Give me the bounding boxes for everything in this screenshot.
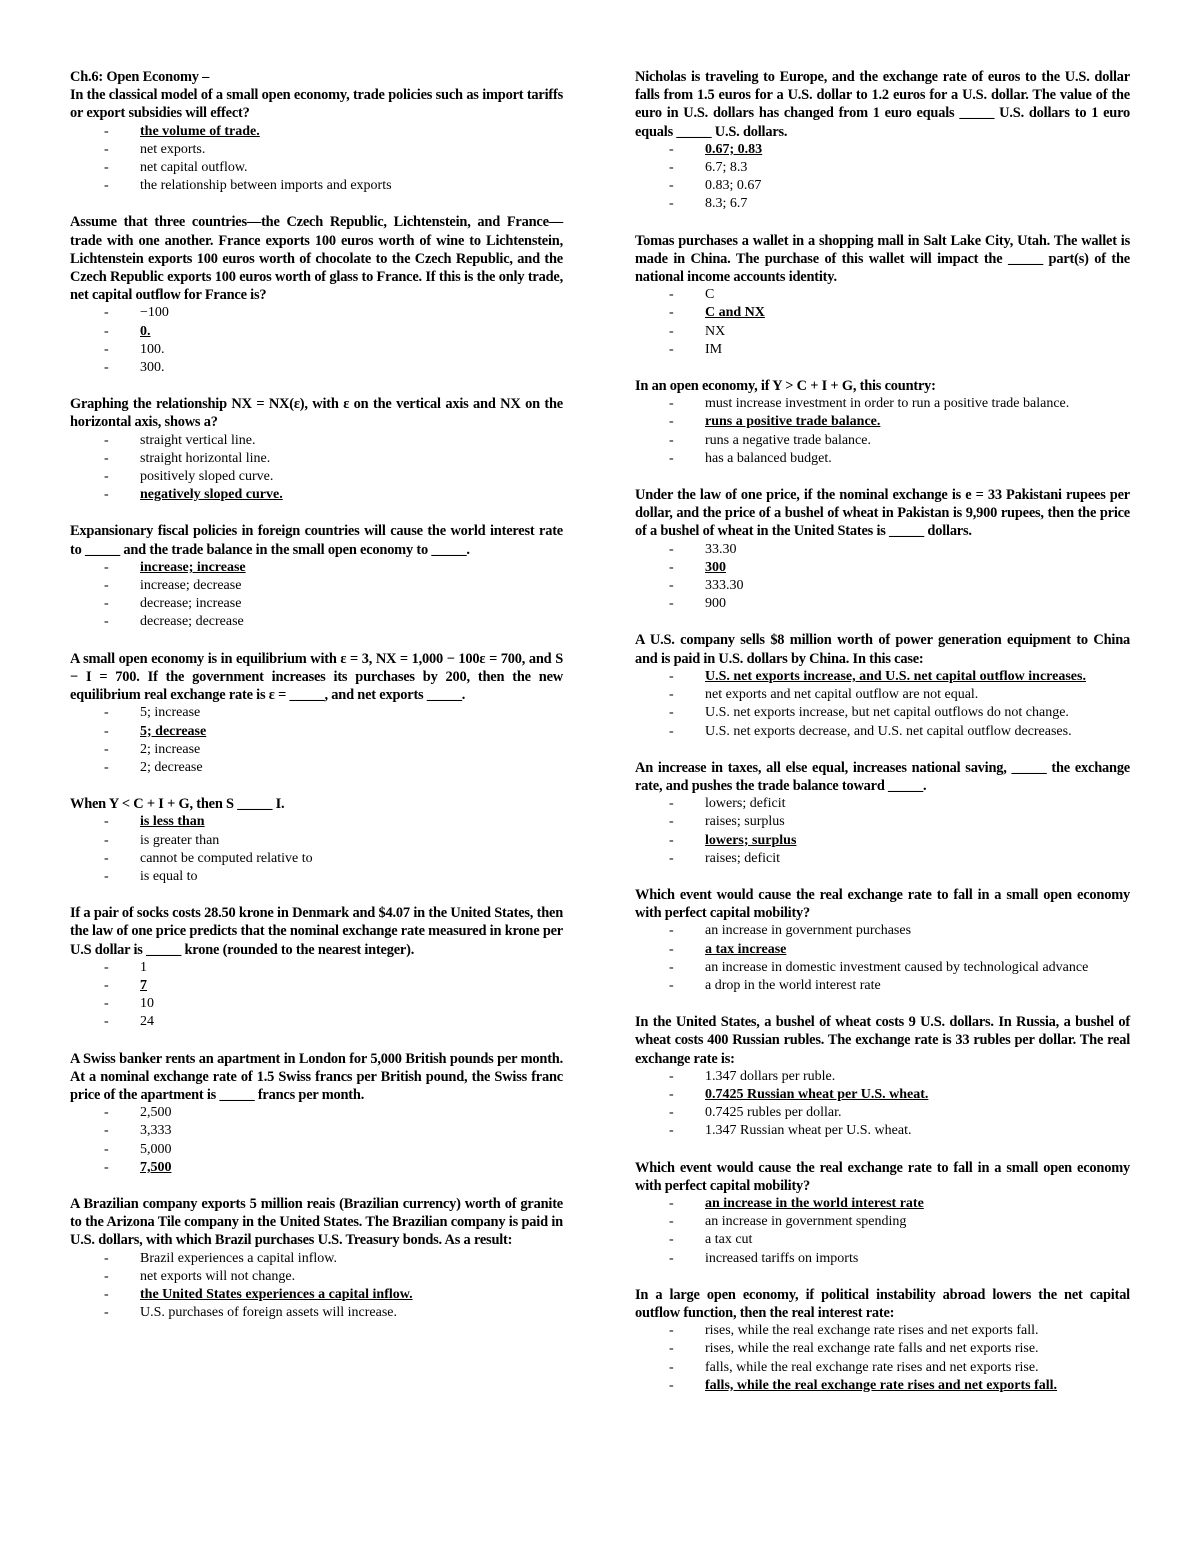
- option-text: 7: [140, 977, 147, 993]
- option-list: [635, 795, 1130, 868]
- answer-option: [70, 1250, 563, 1268]
- option-marker: -: [669, 1359, 674, 1375]
- option-text: NX: [705, 323, 726, 339]
- answer-option: [635, 1340, 1130, 1358]
- option-list: [635, 1322, 1130, 1395]
- answer-option: [635, 704, 1130, 722]
- option-text: 0.: [140, 323, 151, 339]
- option-marker: -: [669, 687, 674, 703]
- option-text: U.S. purchases of foreign assets will increase.: [140, 1305, 397, 1321]
- question-stem: A Swiss banker rents an apartment in London for 5,000 British pounds per month. At a nominal exchange rate of 1.5 Swiss francs per British pound, the Swiss franc price of the apartment is _____ francs per month.: [70, 1050, 563, 1103]
- option-marker: -: [669, 414, 674, 430]
- answer-option: [635, 1250, 1130, 1268]
- answer-option: [70, 959, 563, 977]
- option-marker: -: [669, 432, 674, 448]
- option-list: [70, 1104, 563, 1177]
- option-marker: -: [669, 1068, 674, 1084]
- option-marker: -: [104, 141, 109, 157]
- option-text: raises; surplus: [705, 814, 785, 830]
- question-block: [70, 1195, 563, 1322]
- answer-option: [70, 304, 563, 322]
- question-stem: In a large open economy, if political instability abroad lowers the net capital outflow function, then the real interest rate:: [635, 1286, 1130, 1321]
- question-block: [635, 486, 1130, 613]
- question-block: [635, 1159, 1130, 1268]
- option-text: Brazil experiences a capital inflow.: [140, 1250, 337, 1266]
- option-text: falls, while the real exchange rate rises and net exports rise.: [705, 1359, 1039, 1375]
- option-text: net exports and net capital outflow are not equal.: [705, 687, 979, 703]
- option-text: a tax cut: [705, 1232, 753, 1248]
- correct-answer-option: [70, 486, 563, 504]
- option-text: negatively sloped curve.: [140, 487, 283, 503]
- option-text: net exports.: [140, 141, 206, 157]
- option-marker: -: [104, 705, 109, 721]
- answer-option: [70, 159, 563, 177]
- option-text: cannot be computed relative to: [140, 850, 313, 866]
- option-marker: -: [104, 850, 109, 866]
- option-marker: -: [104, 559, 109, 575]
- answer-option: [635, 723, 1130, 741]
- option-list: [635, 395, 1130, 468]
- option-text: runs a negative trade balance.: [705, 432, 871, 448]
- correct-answer-option: [635, 141, 1130, 159]
- answer-option: [635, 395, 1130, 413]
- option-list: [635, 1195, 1130, 1268]
- question-stem: Tomas purchases a wallet in a shopping mall in Salt Lake City, Utah. The wallet is made in China. The purchase of this wallet will impact the _____ part(s) of the national income accounts identity.: [635, 232, 1130, 286]
- question-stem: A Brazilian company exports 5 million reais (Brazilian currency) worth of granite to the Arizona Tile company in the United States. The Brazilian company is paid in U.S. dollars, with which Brazil purchases U.S. Treasury bonds. As a result:: [70, 1195, 563, 1249]
- question-block: [70, 1050, 563, 1177]
- answer-option: [635, 577, 1130, 595]
- option-text: 5; increase: [140, 705, 201, 721]
- option-text: −100: [140, 305, 169, 321]
- option-list: [70, 304, 563, 377]
- option-text: 300: [705, 559, 726, 575]
- question-stem: Which event would cause the real exchange rate to fall in a small open economy with perfect capital mobility?: [635, 1159, 1130, 1194]
- question-stem: Expansionary fiscal policies in foreign countries will cause the world interest rate to _____ and the trade balance in the small open economy to _____.: [70, 523, 563, 558]
- option-list: [70, 123, 563, 196]
- option-marker: -: [669, 1323, 674, 1339]
- option-text: an increase in domestic investment caused by technological advance: [705, 959, 1089, 975]
- question-block: [635, 68, 1130, 214]
- question-stem: Graphing the relationship NX = NX(ε), with ε on the vertical axis and NX on the horizontal axis, shows a?: [70, 396, 563, 431]
- answer-option: [635, 341, 1130, 359]
- question-block: [70, 522, 563, 631]
- question-block: [70, 650, 563, 777]
- answer-option: [635, 432, 1130, 450]
- question-block: [635, 232, 1130, 359]
- question-block: [635, 1013, 1130, 1140]
- answer-option: [70, 468, 563, 486]
- option-marker: -: [669, 450, 674, 466]
- option-text: rises, while the real exchange rate rises and net exports fall.: [705, 1323, 1039, 1339]
- answer-option: [635, 850, 1130, 868]
- option-marker: -: [104, 996, 109, 1012]
- question-block: [635, 377, 1130, 468]
- option-list: [70, 1250, 563, 1323]
- option-marker: -: [669, 941, 674, 957]
- option-marker: -: [669, 287, 674, 303]
- answer-option: [70, 341, 563, 359]
- answer-option: [70, 995, 563, 1013]
- option-text: increase; decrease: [140, 578, 242, 594]
- option-text: increased tariffs on imports: [705, 1250, 859, 1266]
- option-text: decrease; decrease: [140, 614, 244, 630]
- question-block: [70, 213, 563, 377]
- answer-option: [635, 323, 1130, 341]
- answer-option: [70, 177, 563, 195]
- option-marker: -: [669, 178, 674, 194]
- option-marker: -: [669, 723, 674, 739]
- option-text: must increase investment in order to run a positive trade balance.: [705, 396, 1070, 412]
- correct-answer-option: [70, 1286, 563, 1304]
- option-list: [635, 286, 1130, 359]
- option-marker: -: [669, 1214, 674, 1230]
- option-text: runs a positive trade balance.: [705, 414, 881, 430]
- option-list: [635, 668, 1130, 741]
- option-list: [635, 541, 1130, 614]
- option-text: 1.347 dollars per ruble.: [705, 1068, 836, 1084]
- option-text: C and NX: [705, 305, 765, 321]
- option-text: 2; increase: [140, 741, 201, 757]
- option-marker: -: [104, 469, 109, 485]
- option-text: net exports will not change.: [140, 1268, 296, 1284]
- answer-option: [635, 1068, 1130, 1086]
- option-text: 24: [140, 1014, 154, 1030]
- option-text: 1: [140, 959, 147, 975]
- answer-option: [70, 1104, 563, 1122]
- option-marker: -: [104, 1105, 109, 1121]
- question-stem: A U.S. company sells $8 million worth of power generation equipment to China and is paid in U.S. dollars by China. In this case:: [635, 632, 1130, 667]
- option-text: decrease; increase: [140, 596, 242, 612]
- option-text: has a balanced budget.: [705, 450, 832, 466]
- right-column: [635, 68, 1130, 1413]
- answer-option: [635, 286, 1130, 304]
- option-marker: -: [104, 432, 109, 448]
- answer-option: [70, 1268, 563, 1286]
- option-text: raises; deficit: [705, 850, 781, 866]
- option-text: a drop in the world interest rate: [705, 977, 881, 993]
- correct-answer-option: [70, 977, 563, 995]
- option-marker: -: [104, 305, 109, 321]
- option-text: 7,500: [140, 1159, 172, 1175]
- option-marker: -: [104, 759, 109, 775]
- option-marker: -: [104, 977, 109, 993]
- option-marker: -: [104, 487, 109, 503]
- option-marker: -: [669, 1341, 674, 1357]
- question-stem: In the classical model of a small open economy, trade policies such as import tariffs or export subsidies will effect?: [70, 87, 563, 122]
- correct-answer-option: [635, 941, 1130, 959]
- option-marker: -: [669, 796, 674, 812]
- option-marker: -: [669, 396, 674, 412]
- option-text: is greater than: [140, 832, 220, 848]
- question-stem: Assume that three countries—the Czech Republic, Lichtenstein, and France—trade with one another. France exports 100 euros worth of wine to Lichtenstein, Lichtenstein exports 100 euros worth of chocolate to the Czech Republic, and the Czech Republic exports 100 euros worth of glass to France. If this is the only trade, net capital outflow for France is?: [70, 214, 563, 304]
- question-stem: In the United States, a bushel of wheat costs 9 U.S. dollars. In Russia, a bushel of wheat costs 400 Russian rubles. The exchange rate is 33 rubles per dollar. The real exchange rate is:: [635, 1014, 1130, 1067]
- correct-answer-option: [635, 413, 1130, 431]
- option-marker: -: [669, 559, 674, 575]
- option-marker: -: [669, 1250, 674, 1266]
- option-list: [70, 959, 563, 1032]
- question-block: [70, 795, 563, 886]
- question-stem: Nicholas is traveling to Europe, and the exchange rate of euros to the U.S. dollar falls from 1.5 euros for a U.S. dollar to 1.2 euros for a U.S. dollar. The value of the euro in U.S. dollars has changed from 1 euro equals _____ U.S. dollars to 1 euro equals _____ U.S. dollars.: [635, 69, 1130, 140]
- option-marker: -: [104, 1123, 109, 1139]
- option-marker: -: [104, 323, 109, 339]
- answer-option: [70, 868, 563, 886]
- option-marker: -: [104, 450, 109, 466]
- answer-option: [70, 832, 563, 850]
- option-text: 8.3; 6.7: [705, 196, 748, 212]
- answer-option: [635, 959, 1130, 977]
- option-text: 5; decrease: [140, 723, 207, 739]
- option-text: 1.347 Russian wheat per U.S. wheat.: [705, 1123, 912, 1139]
- option-marker: -: [104, 578, 109, 594]
- option-marker: -: [669, 705, 674, 721]
- left-column: [70, 68, 563, 1340]
- option-marker: -: [669, 1377, 674, 1393]
- option-marker: -: [669, 959, 674, 975]
- option-marker: -: [669, 323, 674, 339]
- option-text: 10: [140, 996, 154, 1012]
- question-block: [635, 1286, 1130, 1395]
- answer-option: [70, 1141, 563, 1159]
- option-text: 0.83; 0.67: [705, 178, 762, 194]
- answer-option: [70, 1122, 563, 1140]
- option-marker: -: [104, 178, 109, 194]
- option-marker: -: [104, 1250, 109, 1266]
- option-list: [70, 704, 563, 777]
- answer-option: [635, 1104, 1130, 1122]
- option-text: C: [705, 287, 715, 303]
- answer-option: [70, 450, 563, 468]
- answer-option: [635, 159, 1130, 177]
- option-marker: -: [669, 196, 674, 212]
- question-stem: In an open economy, if Y > C + I + G, this country:: [635, 378, 936, 395]
- option-text: an increase in government purchases: [705, 923, 912, 939]
- option-text: positively sloped curve.: [140, 469, 274, 485]
- page-title: Ch.6: Open Economy –: [70, 69, 210, 85]
- option-marker: -: [104, 832, 109, 848]
- option-text: is less than: [140, 814, 205, 830]
- option-marker: -: [104, 723, 109, 739]
- option-text: is equal to: [140, 868, 198, 884]
- question-stem: When Y < C + I + G, then S _____ I.: [70, 796, 285, 813]
- option-list: [70, 559, 563, 632]
- option-text: 2,500: [140, 1105, 172, 1121]
- option-text: 300.: [140, 360, 165, 376]
- answer-option: [70, 741, 563, 759]
- option-text: increase; increase: [140, 559, 246, 575]
- question-block: [70, 86, 563, 195]
- answer-option: [635, 195, 1130, 213]
- answer-option: [70, 141, 563, 159]
- option-marker: -: [104, 160, 109, 176]
- option-marker: -: [104, 123, 109, 139]
- answer-option: [635, 1122, 1130, 1140]
- answer-option: [70, 704, 563, 722]
- option-marker: -: [104, 341, 109, 357]
- correct-answer-option: [70, 1159, 563, 1177]
- option-marker: -: [669, 596, 674, 612]
- option-text: the United States experiences a capital inflow.: [140, 1286, 413, 1302]
- question-block: [635, 631, 1130, 740]
- option-text: the volume of trade.: [140, 123, 260, 139]
- option-text: rises, while the real exchange rate falls and net exports rise.: [705, 1341, 1039, 1357]
- question-stem: An increase in taxes, all else equal, increases national saving, _____ the exchange rate, and pushes the trade balance toward _____.: [635, 759, 1130, 794]
- option-text: lowers; deficit: [705, 796, 786, 812]
- answer-option: [635, 1231, 1130, 1249]
- answer-option: [635, 977, 1130, 995]
- answer-option: [70, 759, 563, 777]
- option-text: U.S. net exports decrease, and U.S. net capital outflow decreases.: [705, 723, 1072, 739]
- option-marker: -: [669, 977, 674, 993]
- answer-option: [635, 813, 1130, 831]
- option-text: an increase in government spending: [705, 1214, 907, 1230]
- answer-option: [635, 922, 1130, 940]
- question-block: [635, 759, 1130, 868]
- option-marker: -: [669, 1123, 674, 1139]
- option-marker: -: [669, 1232, 674, 1248]
- option-marker: -: [669, 541, 674, 557]
- answer-option: [70, 1013, 563, 1031]
- option-text: 900: [705, 596, 726, 612]
- correct-answer-option: [635, 304, 1130, 322]
- option-list: [635, 922, 1130, 995]
- option-text: 6.7; 8.3: [705, 160, 748, 176]
- option-list: [70, 813, 563, 886]
- answer-option: [635, 541, 1130, 559]
- correct-answer-option: [70, 723, 563, 741]
- option-marker: -: [669, 832, 674, 848]
- correct-answer-option: [70, 123, 563, 141]
- option-marker: -: [104, 1286, 109, 1302]
- question-block: [70, 904, 563, 1031]
- correct-answer-option: [70, 813, 563, 831]
- option-text: an increase in the world interest rate: [705, 1195, 924, 1211]
- answer-option: [635, 1359, 1130, 1377]
- answer-option: [635, 177, 1130, 195]
- question-stem: Which event would cause the real exchange rate to fall in a small open economy with perfect capital mobility?: [635, 886, 1130, 922]
- correct-answer-option: [635, 1377, 1130, 1395]
- option-marker: -: [104, 741, 109, 757]
- answer-option: [635, 686, 1130, 704]
- option-marker: -: [104, 360, 109, 376]
- answer-option: [70, 577, 563, 595]
- option-text: 5,000: [140, 1141, 172, 1157]
- option-marker: -: [669, 668, 674, 684]
- correct-answer-option: [70, 323, 563, 341]
- option-marker: -: [669, 160, 674, 176]
- option-marker: -: [669, 850, 674, 866]
- option-text: lowers; surplus: [705, 832, 797, 848]
- option-text: U.S. net exports increase, and U.S. net capital outflow increases.: [705, 668, 1086, 684]
- answer-option: [70, 850, 563, 868]
- option-marker: -: [104, 596, 109, 612]
- option-marker: -: [104, 959, 109, 975]
- option-text: a tax increase: [705, 941, 787, 957]
- option-marker: -: [104, 1268, 109, 1284]
- question-stem: If a pair of socks costs 28.50 krone in Denmark and $4.07 in the United States, then the law of one price predicts that the nominal exchange rate measured in krone per U.S dollar is _____ krone (rounded to the nearest integer).: [70, 905, 563, 958]
- option-marker: -: [669, 1195, 674, 1211]
- option-text: IM: [705, 341, 723, 357]
- option-marker: -: [104, 1141, 109, 1157]
- option-text: U.S. net exports increase, but net capital outflows do not change.: [705, 705, 1069, 721]
- option-marker: -: [669, 305, 674, 321]
- answer-option: [635, 1213, 1130, 1231]
- option-marker: -: [104, 814, 109, 830]
- answer-option: [70, 432, 563, 450]
- option-list: [635, 141, 1130, 214]
- option-marker: -: [669, 1105, 674, 1121]
- option-text: 33.30: [705, 541, 737, 557]
- option-text: straight horizontal line.: [140, 450, 271, 466]
- option-text: net capital outflow.: [140, 160, 248, 176]
- answer-option: [70, 613, 563, 631]
- answer-option: [70, 595, 563, 613]
- correct-answer-option: [635, 1195, 1130, 1213]
- answer-option: [635, 1322, 1130, 1340]
- answer-option: [635, 795, 1130, 813]
- correct-answer-option: [635, 832, 1130, 850]
- question-block: [635, 886, 1130, 995]
- option-text: 0.67; 0.83: [705, 141, 763, 157]
- option-text: straight vertical line.: [140, 432, 256, 448]
- option-marker: -: [104, 614, 109, 630]
- option-text: 0.7425 rubles per dollar.: [705, 1105, 842, 1121]
- option-marker: -: [669, 341, 674, 357]
- option-marker: -: [669, 923, 674, 939]
- correct-answer-option: [70, 559, 563, 577]
- question-block: [70, 395, 563, 504]
- option-list: [70, 432, 563, 505]
- option-text: 0.7425 Russian wheat per U.S. wheat.: [705, 1086, 929, 1102]
- option-marker: -: [104, 1014, 109, 1030]
- option-marker: -: [669, 141, 674, 157]
- question-stem: Under the law of one price, if the nominal exchange is e = 33 Pakistani rupees per dollar, and the price of a bushel of wheat in Pakistan is 9,900 rupees, then the price of a bushel of wheat in the United States is _____ dollars.: [635, 487, 1130, 540]
- question-stem: A small open economy is in equilibrium with ε = 3, NX = 1,000 − 100ε = 700, and S − I = 700. If the government increases its purchases by 200, then the new equilibrium real exchange rate is ε = _____, and net exports _____.: [70, 650, 563, 704]
- option-text: 3,333: [140, 1123, 172, 1139]
- option-text: falls, while the real exchange rate rises and net exports fall.: [705, 1377, 1058, 1393]
- answer-option: [70, 359, 563, 377]
- option-marker: -: [104, 1159, 109, 1175]
- answer-option: [635, 595, 1130, 613]
- option-text: the relationship between imports and exports: [140, 178, 392, 194]
- option-list: [635, 1068, 1130, 1141]
- option-marker: -: [104, 1305, 109, 1321]
- answer-option: [635, 450, 1130, 468]
- option-marker: -: [669, 578, 674, 594]
- answer-option: [70, 1304, 563, 1322]
- correct-answer-option: [635, 1086, 1130, 1104]
- option-text: 100.: [140, 341, 165, 357]
- correct-answer-option: [635, 668, 1130, 686]
- option-marker: -: [104, 868, 109, 884]
- option-text: 333.30: [705, 578, 744, 594]
- option-marker: -: [669, 814, 674, 830]
- correct-answer-option: [635, 559, 1130, 577]
- option-marker: -: [669, 1086, 674, 1102]
- option-text: 2; decrease: [140, 759, 203, 775]
